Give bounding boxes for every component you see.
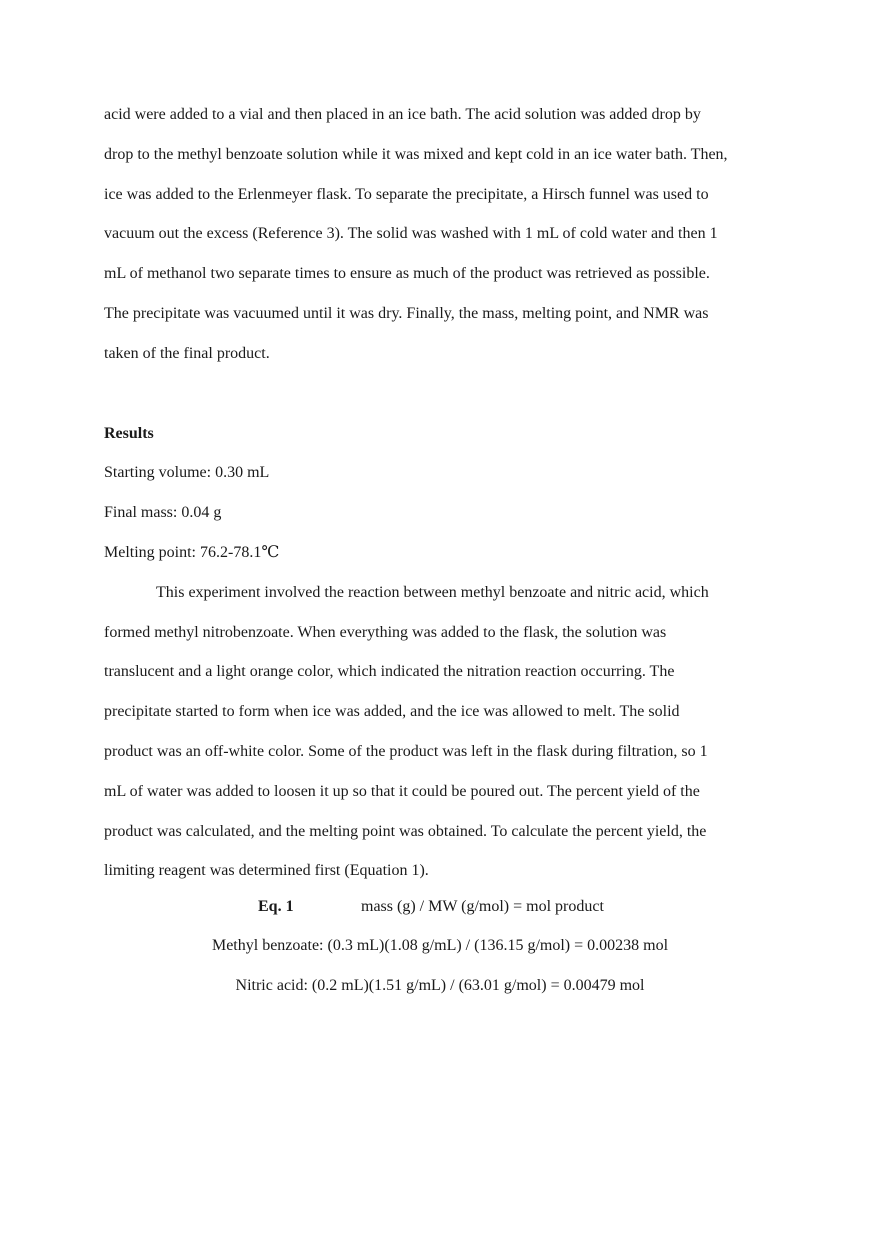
methods-line-3: ice was added to the Erlenmeyer flask. To separate the precipitate, a Hirsch funnel was used to — [104, 185, 709, 203]
discussion-line-6: mL of water was added to loosen it up so that it could be poured out. The percent yield of the — [104, 782, 700, 800]
document-page — [104, 101, 784, 897]
methods-line-5: mL of methanol two separate times to ensure as much of the product was retrieved as possible. — [104, 265, 710, 283]
discussion-line-4: precipitate started to form when ice was added, and the ice was allowed to melt. The solid — [104, 703, 680, 721]
equation-label: Eq. 1 — [258, 898, 294, 915]
methods-line-4: vacuum out the excess (Reference 3). The solid was washed with 1 mL of cold water and then 1 — [104, 225, 718, 243]
discussion-line-5: product was an off-white color. Some of the product was left in the flask during filtration, so 1 — [104, 742, 708, 760]
discussion-line-2: formed methyl nitrobenzoate. When everything was added to the flask, the solution was — [104, 623, 667, 641]
discussion-line-3: translucent and a light orange color, which indicated the nitration reaction occurring. The — [104, 663, 675, 681]
discussion-line-1: This experiment involved the reaction between methyl benzoate and nitric acid, which — [156, 583, 709, 601]
methods-line-7: taken of the final product. — [104, 344, 270, 362]
methyl-benzoate-calculation: Methyl benzoate: (0.3 mL)(1.08 g/mL) / (136.15 g/mol) = 0.00238 mol — [211, 937, 669, 954]
results-heading: Results — [104, 424, 154, 442]
final-mass: Final mass: 0.04 g — [104, 504, 222, 522]
discussion-line-8: limiting reagent was determined first (Equation 1). — [104, 862, 429, 880]
methods-line-6: The precipitate was vacuumed until it was dry. Finally, the mass, melting point, and NMR was — [104, 304, 709, 322]
starting-volume: Starting volume: 0.30 mL — [104, 464, 270, 482]
methods-line-2: drop to the methyl benzoate solution while it was mixed and kept cold in an ice water bath. Then, — [104, 145, 728, 163]
nitric-acid-calculation: Nitric acid: (0.2 mL)(1.51 g/mL) / (63.01 g/mol) = 0.00479 mol — [235, 977, 645, 994]
melting-point: Melting point: 76.2-78.1℃ — [104, 543, 280, 561]
discussion-line-7: product was calculated, and the melting point was obtained. To calculate the percent yield, the — [104, 822, 707, 840]
equation-1-row — [0, 898, 880, 922]
section-gap — [104, 380, 784, 420]
equation-formula: mass (g) / MW (g/mol) = mol product — [361, 898, 604, 915]
methods-line-1: acid were added to a vial and then placed in an ice bath. The acid solution was added drop by — [104, 106, 701, 123]
